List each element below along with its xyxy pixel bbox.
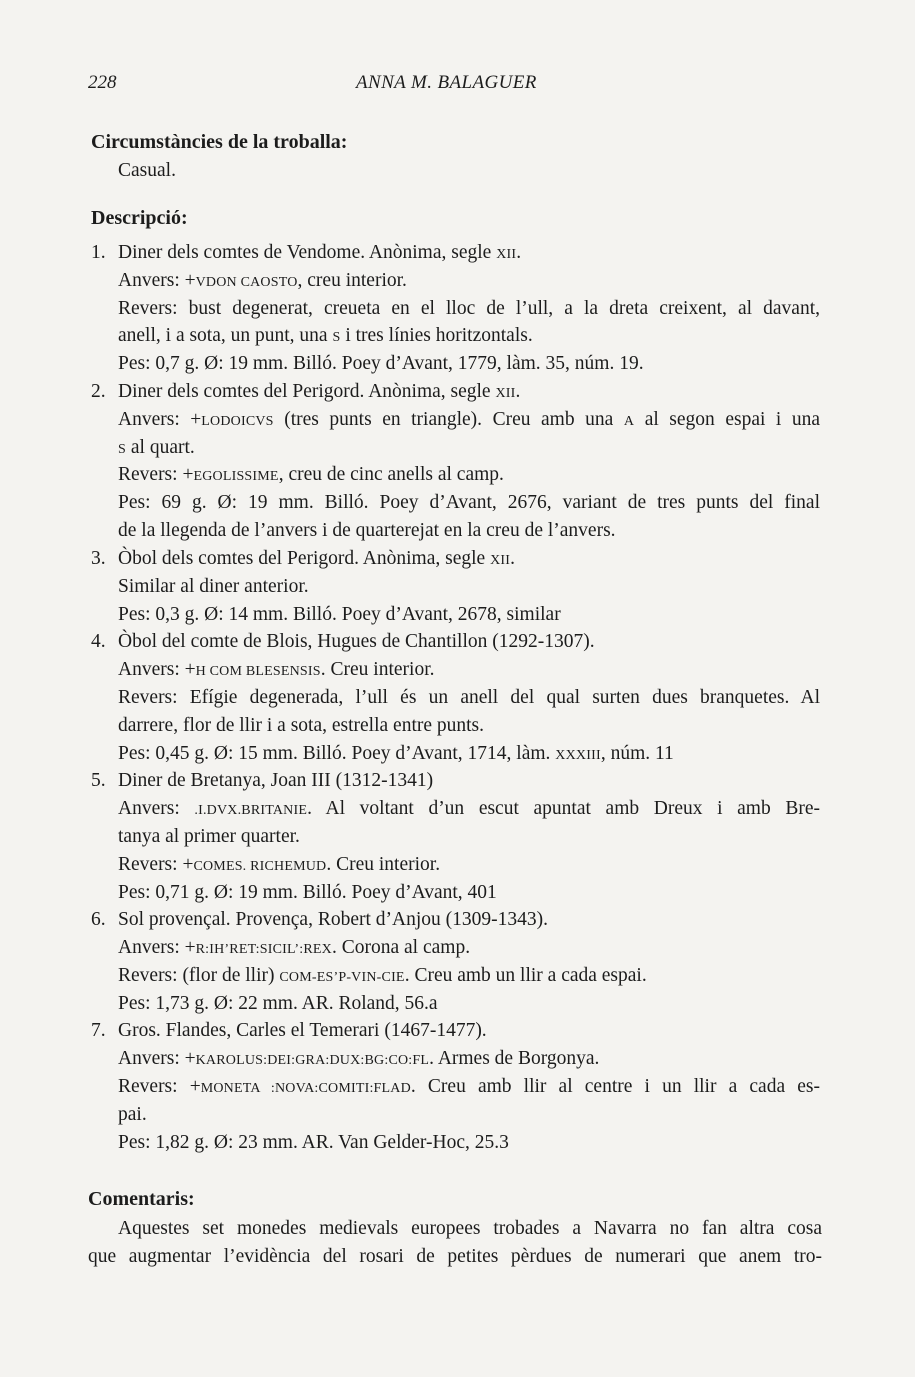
item-anvers-cont: tanya al primer quarter. bbox=[118, 826, 300, 847]
item-revers: Revers: +EGOLISSIME, creu de cinc anells al camp. bbox=[118, 464, 504, 485]
item-number: 4. bbox=[91, 631, 106, 652]
description-heading: Descripció: bbox=[91, 207, 188, 229]
item-revers: Revers: (flor de llir) COM-ES’P-VIN-CIE. Creu amb un llir a cada espai. bbox=[118, 965, 647, 986]
item-title: Diner dels comtes del Perigord. Anònima, segle XII. bbox=[118, 381, 521, 402]
item-revers: Revers: +MONETA :NOVA:COMITI:FLAD. Creu amb llir al centre i un llir a cada es- bbox=[118, 1076, 820, 1097]
item-pes: Pes: 69 g. Ø: 19 mm. Billó. Poey d’Avant, 2676, variant de tres punts del final bbox=[118, 492, 820, 513]
item-number: 1. bbox=[91, 242, 106, 263]
item-revers: Revers: +COMES. RICHEMUD. Creu interior. bbox=[118, 854, 441, 875]
item-title: Òbol del comte de Blois, Hugues de Chantillon (1292-1307). bbox=[118, 631, 595, 652]
item-title: Gros. Flandes, Carles el Temerari (1467-1477). bbox=[118, 1020, 487, 1041]
item-anvers: Anvers: +R:IH’RET:SICIL’:REX. Corona al camp. bbox=[118, 937, 471, 958]
circumstances-heading: Circumstàncies de la troballa: bbox=[91, 131, 348, 153]
item-pes: Pes: 0,71 g. Ø: 19 mm. Billó. Poey d’Avant, 401 bbox=[118, 882, 497, 903]
item-anvers: Anvers: +KAROLUS:DEI:GRA:DUX:BG:CO:FL. Armes de Borgonya. bbox=[118, 1048, 600, 1069]
commentary-line: que augmentar l’evidència del rosari de petites pèrdues de numerari que anem tro- bbox=[88, 1246, 822, 1267]
running-header bbox=[88, 72, 828, 98]
item-title: Diner de Bretanya, Joan III (1312-1341) bbox=[118, 770, 434, 791]
item-anvers: Anvers: .I.DVX.BRITANIE. Al voltant d’un escut apuntat amb Dreux i amb Bre- bbox=[118, 798, 821, 819]
item-pes: Pes: 0,3 g. Ø: 14 mm. Billó. Poey d’Avant, 2678, similar bbox=[118, 604, 561, 625]
item-number: 7. bbox=[91, 1020, 106, 1041]
item-title: Òbol dels comtes del Perigord. Anònima, segle XII. bbox=[118, 548, 515, 569]
item-anvers: Anvers: +VDON CAOSTO, creu interior. bbox=[118, 270, 407, 291]
item-revers: Revers: Efígie degenerada, l’ull és un anell del qual surten dues branquetes. Al bbox=[118, 687, 820, 708]
item-revers-cont: darrere, flor de llir i a sota, estrella entre punts. bbox=[118, 715, 485, 736]
item-anvers-cont: S al quart. bbox=[118, 437, 195, 458]
item-pes-cont: de la llegenda de l’anvers i de quarterejat en la creu de l’anvers. bbox=[118, 520, 616, 541]
item-revers: Revers: bust degenerat, creueta en el lloc de l’ull, a la dreta creixent, al davant, bbox=[118, 298, 820, 319]
commentary-line: Aquestes set monedes medievals europees trobades a Navarra no fan altra cosa bbox=[118, 1218, 822, 1239]
item-pes: Pes: 0,45 g. Ø: 15 mm. Billó. Poey d’Avant, 1714, làm. XXXIII, núm. 11 bbox=[118, 743, 674, 764]
running-author: ANNA M. BALAGUER bbox=[356, 72, 537, 93]
item-number: 6. bbox=[91, 909, 106, 930]
item-title: Diner dels comtes de Vendome. Anònima, segle XII. bbox=[118, 242, 522, 263]
page-number: 228 bbox=[88, 72, 117, 93]
item-number: 3. bbox=[91, 548, 106, 569]
item-number: 5. bbox=[91, 770, 106, 791]
circumstances-text: Casual. bbox=[118, 160, 176, 181]
item-title: Sol provençal. Provença, Robert d’Anjou (1309-1343). bbox=[118, 909, 548, 930]
item-revers-cont: anell, i a sota, un punt, una S i tres línies horitzontals. bbox=[118, 325, 533, 346]
item-pes: Pes: 1,73 g. Ø: 22 mm. AR. Roland, 56.a bbox=[118, 993, 438, 1014]
item-number: 2. bbox=[91, 381, 106, 402]
item-pes: Pes: 1,82 g. Ø: 23 mm. AR. Van Gelder-Hoc, 25.3 bbox=[118, 1132, 509, 1153]
item-anvers: Anvers: +LODOICVS (tres punts en triangle). Creu amb una A al segon espai i una bbox=[118, 409, 821, 430]
commentary-heading: Comentaris: bbox=[88, 1188, 195, 1210]
item-revers-cont: pai. bbox=[118, 1104, 147, 1125]
item-anvers: Anvers: +H COM BLESENSIS. Creu interior. bbox=[118, 659, 435, 680]
item-note: Similar al diner anterior. bbox=[118, 576, 309, 597]
item-pes: Pes: 0,7 g. Ø: 19 mm. Billó. Poey d’Avant, 1779, làm. 35, núm. 19. bbox=[118, 353, 644, 374]
